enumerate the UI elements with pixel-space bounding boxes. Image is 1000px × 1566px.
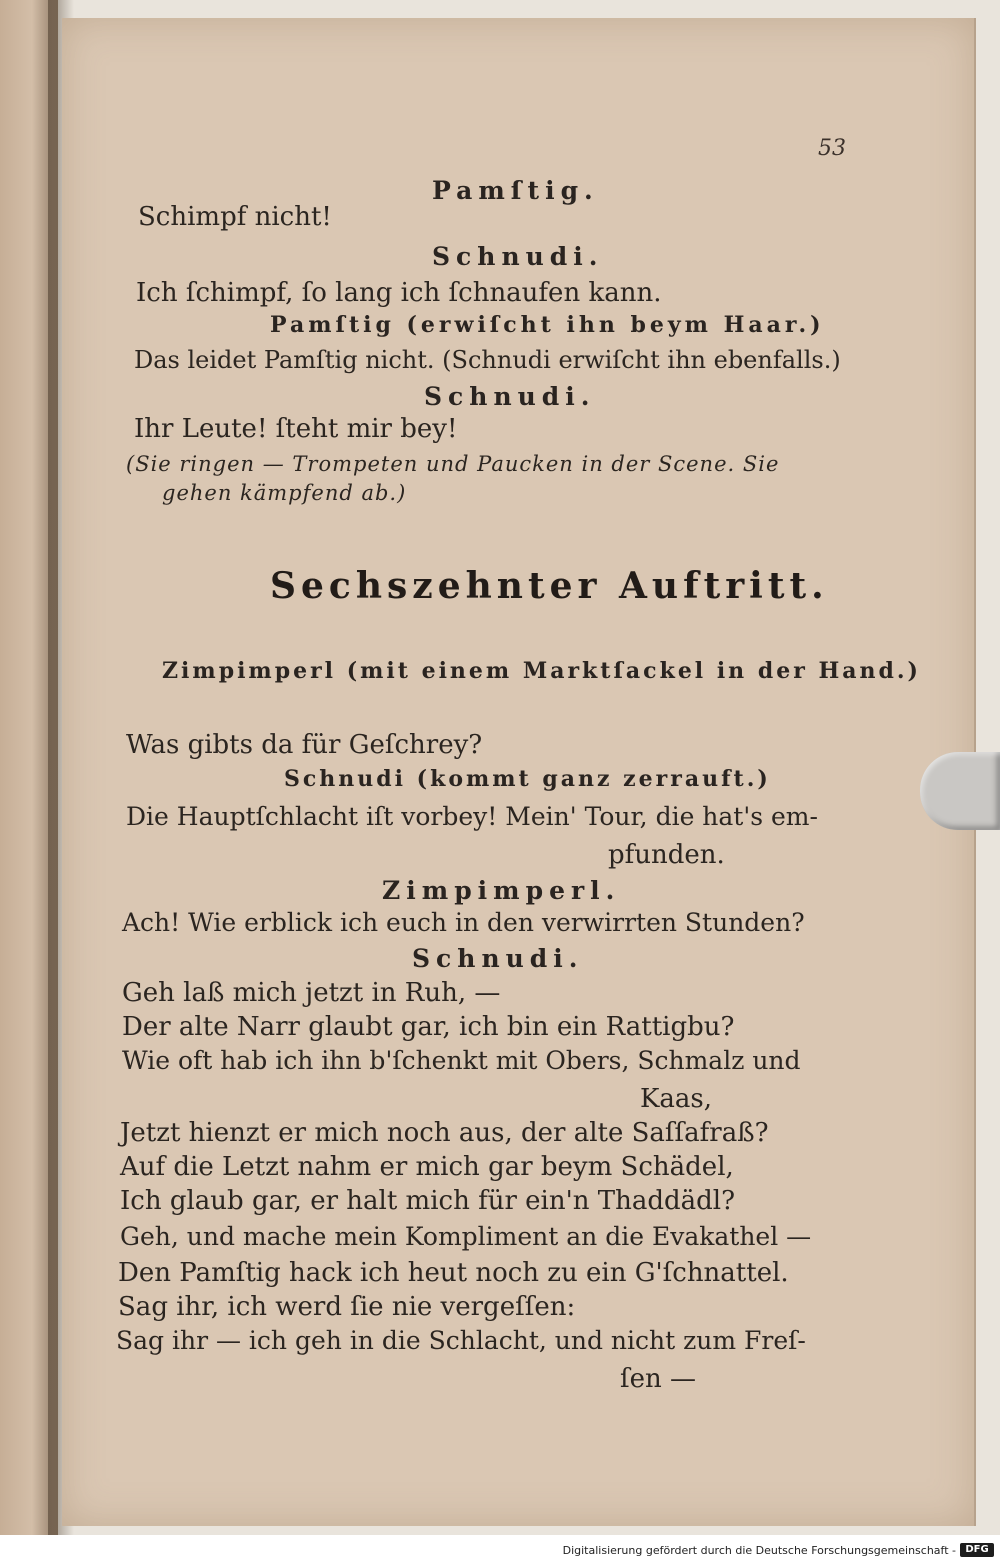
speaker-line: Zimpimperl. [382,876,621,905]
verse-line: Ich glaub gar, er halt mich für ein'n Thaddädl? [120,1186,736,1216]
verse-line: Jetzt hienzt er mich noch aus, der alte Saſſafraß? [120,1118,769,1148]
verse-line: Schimpf nicht! [138,202,332,232]
footer-bar [0,1535,1000,1566]
stage-direction: gehen kämpfend ab.) [162,481,407,505]
verse-line: Den Pamſtig hack ich heut noch zu ein G'ſchnattel. [118,1258,789,1288]
verse-line: Die Hauptſchlacht iſt vorbey! Mein' Tour, die hat's em- [126,802,818,831]
stage-direction: (Sie ringen — Trompeten und Paucken in der Scene. Sie [126,452,780,476]
speaker-line: Schnudi. [424,382,596,411]
dfg-logo: DFG [960,1543,994,1557]
speaker-line: Schnudi. [432,242,604,271]
speaker-line: Pamſtig. [432,176,599,205]
verse-line: ſen — [620,1364,697,1394]
verse-line: Der alte Narr glaubt gar, ich bin ein Rattigbu? [122,1012,735,1042]
speaker-line: Zimpimperl (mit einem Marktſackel in der Hand.) [162,658,921,684]
verse-line: Ich ſchimpf, ſo lang ich ſchnaufen kann. [136,278,662,308]
verse-line: Was gibts da für Geſchrey? [126,730,483,760]
scene-heading: Sechszehnter Auftritt. [270,565,829,607]
verse-line: Sag ihr — ich geh in die Schlacht, und nicht zum Freſ- [116,1326,806,1355]
verse-line: Auf die Letzt nahm er mich gar beym Schädel, [120,1152,734,1182]
verse-line: Geh, und mache mein Kompliment an die Evakathel — [120,1222,812,1251]
speaker-line: Schnudi. [412,944,584,973]
page-number: 53 [818,136,846,161]
verse-line: pfunden. [608,840,725,870]
verse-line: Wie oft hab ich ihn b'ſchenkt mit Obers, Schmalz und [122,1046,801,1075]
page-tab-marker [920,752,1000,830]
speaker-line: Schnudi (kommt ganz zerrauft.) [284,766,771,792]
verse-line: Kaas, [640,1084,713,1114]
verse-line: Ihr Leute! ſteht mir bey! [134,414,458,444]
verse-line: Sag ihr, ich werd ſie nie vergeſſen: [118,1292,576,1322]
verse-line: Geh laß mich jetzt in Ruh, — [122,978,501,1008]
verse-line: Ach! Wie erblick ich euch in den verwirrten Stunden? [122,908,805,937]
verse-line: Das leidet Pamſtig nicht. (Schnudi erwiſcht ihn ebenfalls.) [134,346,841,374]
footer-credit: Digitalisierung gefördert durch die Deutsche Forschungsgemeinschaft - [562,1544,956,1557]
speaker-line: Pamſtig (erwiſcht ihn beym Haar.) [270,312,825,338]
